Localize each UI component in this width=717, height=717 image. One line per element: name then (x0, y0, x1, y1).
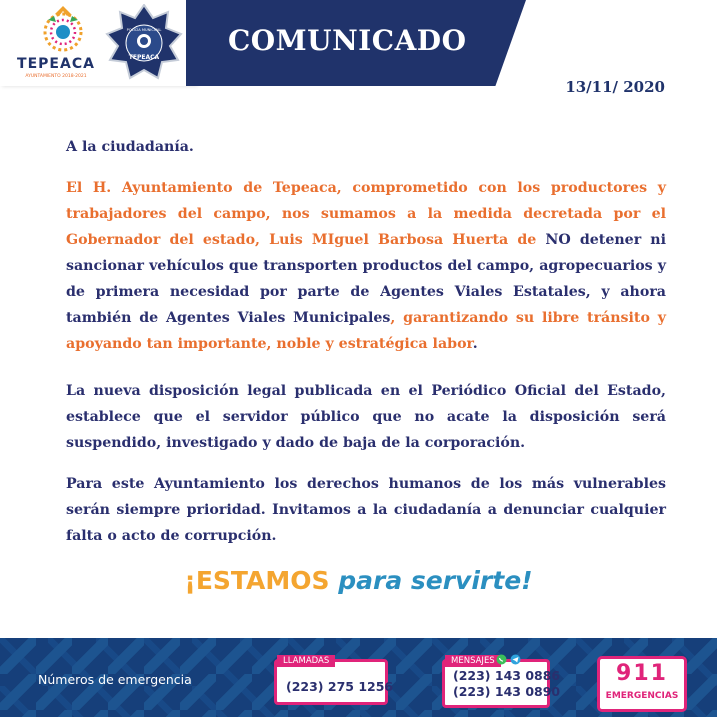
paragraph-1-intro: El H. Ayuntamiento de Tepeaca, comprometido con los productores y trabajadores del campo, nos sumamos a la medida decretada por el Gobernador del estado, Luis MIguel Barbosa Huerta de (66, 180, 666, 248)
calls-number[interactable]: (223) 275 1256 (286, 679, 394, 694)
emergency-911-label: EMERGENCIAS (605, 691, 679, 701)
police-badge-icon (104, 4, 184, 82)
date-label: 13/11/ 2020 (565, 78, 665, 96)
messages-number-2[interactable]: (223) 143 0890 (453, 684, 561, 699)
paragraph-1 (66, 175, 666, 357)
police-badge-text-bottom: TEPEACA (128, 54, 160, 61)
emergency-numbers-label: Números de emergencia (38, 672, 192, 687)
tepeaca-emblem-icon (28, 4, 98, 54)
paragraph-2: La nueva disposición legal publicada en el Periódico Oficial del Estado, establece que el servidor público que no acate la disposición será suspendido, investigado y dado de baja de la corporación. (66, 383, 666, 451)
paragraph-1-period: . (472, 336, 478, 352)
paragraph-3: Para este Ayuntamiento los derechos humanos de los más vulnerables serán siempre prioridad. Invitamos a la ciudadanía a denunciar cualquier falta o acto de corrupción. (66, 476, 666, 544)
emergency-911-badge[interactable] (597, 656, 687, 712)
municipality-logo-subtext: AYUNTAMIENTO 2018-2021 (25, 74, 87, 79)
whatsapp-icon (496, 654, 507, 665)
paragraph-1-measure: NO detener ni sancionar vehículos que transporten productos del campo, agropecuarios y de primera necesidad por parte de Agentes Viales Estatales, y ahora también de Agentes Viales Municipales (66, 232, 666, 326)
calls-tag: LLAMADAS (277, 655, 335, 667)
telegram-icon (510, 654, 521, 665)
slogan (0, 566, 717, 595)
police-badge-text-top: POLICÍA MUNICIPAL (126, 28, 162, 32)
paragraph-1-closing: , garantizando su libre tránsito y apoyando tan importante, noble y estratégica labor (66, 310, 666, 352)
slogan-part-1: ¡ESTAMOS (184, 566, 339, 595)
greeting: A la ciudadanía. (66, 139, 194, 155)
messages-tag: MENSAJES (445, 655, 501, 667)
emergency-911-digits: 911 (616, 661, 668, 686)
logo-panel (0, 0, 196, 86)
municipality-logo-text: TEPEACA (17, 56, 95, 72)
page-title: COMUNICADO (228, 24, 467, 57)
slogan-part-2: para servirte! (338, 566, 533, 595)
messages-number-1[interactable]: (223) 143 0886 (453, 668, 561, 683)
